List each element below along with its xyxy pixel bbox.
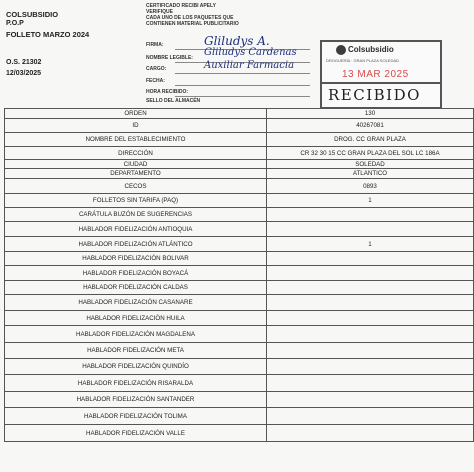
row-label: HABLADOR FIDELIZACIÓN MAGDALENA xyxy=(5,326,267,343)
row-value: SOLEDAD xyxy=(267,160,474,169)
table-row xyxy=(5,109,474,119)
fecha-line xyxy=(175,85,310,86)
row-label: HABLADOR FIDELIZACIÓN CASANARE xyxy=(5,295,267,311)
certificate-line: VERIFIQUE xyxy=(146,9,173,15)
row-value: 40267081 xyxy=(267,119,474,133)
row-value xyxy=(267,359,474,375)
row-value xyxy=(267,281,474,295)
row-value xyxy=(267,208,474,222)
row-label: HABLADOR FIDELIZACIÓN BOLIVAR xyxy=(5,252,267,266)
stamp-subtitle: DROGUERÍA · GRAN PLAZA SOLEDAD xyxy=(326,58,399,63)
company-name: COLSUBSIDIO xyxy=(6,10,59,19)
delivery-table xyxy=(4,108,474,442)
row-value: ATLANTICO xyxy=(267,169,474,179)
certificate-line: CADA UNO DE LOS PAQUETES QUE xyxy=(146,15,234,21)
row-label: HABLADOR FIDELIZACIÓN META xyxy=(5,343,267,359)
document-date: 12/03/2025 xyxy=(6,70,42,77)
row-value xyxy=(267,392,474,408)
row-label: HABLADOR FIDELIZACIÓN TOLIMA xyxy=(5,408,267,425)
table-row xyxy=(5,147,474,160)
table-row xyxy=(5,179,474,194)
row-value xyxy=(267,343,474,359)
row-label: HABLADOR FIDELIZACIÓN CALDAS xyxy=(5,281,267,295)
row-value xyxy=(267,408,474,425)
cargo-label: CARGO: xyxy=(146,66,167,72)
row-value xyxy=(267,295,474,311)
row-value: DROG. CC GRAN PLAZA xyxy=(267,133,474,147)
stamp-received-text: RECIBIDO xyxy=(328,86,421,104)
table-row xyxy=(5,281,474,295)
table-row xyxy=(5,222,474,237)
hora-label: HORA RECIBIDO: xyxy=(146,89,189,95)
nombre-label: NOMBRE LEGIBLE: xyxy=(146,55,193,61)
row-label: HABLADOR FIDELIZACIÓN BOYACÁ xyxy=(5,266,267,281)
handwritten-name: Gliludys Cardenas xyxy=(204,47,297,58)
row-label: NOMBRE DEL ESTABLECIMIENTO xyxy=(5,133,267,147)
row-label: ORDEN xyxy=(5,109,267,119)
row-value: 0893 xyxy=(267,179,474,194)
certificate-line: CONTIENEN MATERIAL PUBLICITARIO xyxy=(146,21,239,27)
row-value: 1 xyxy=(267,194,474,208)
row-label: DEPARTAMENTO xyxy=(5,169,267,179)
cargo-line xyxy=(175,73,310,74)
table-row xyxy=(5,375,474,392)
row-value xyxy=(267,425,474,442)
stamp-divider xyxy=(322,82,440,84)
firma-label: FIRMA: xyxy=(146,42,164,48)
stamp-brand: Colsubsidio xyxy=(348,45,394,54)
row-value xyxy=(267,326,474,343)
sello-label: SELLO DEL ALMACÉN xyxy=(146,98,201,104)
row-label: DIRECCIÓN xyxy=(5,147,267,160)
handwritten-cargo: Auxiliar Farmacia xyxy=(204,60,295,71)
table-row xyxy=(5,133,474,147)
table-row xyxy=(5,392,474,408)
table-row xyxy=(5,208,474,222)
table-row xyxy=(5,119,474,133)
row-value xyxy=(267,252,474,266)
table-row xyxy=(5,194,474,208)
table-row xyxy=(5,237,474,252)
certificate-text xyxy=(146,3,316,27)
row-value: 130 xyxy=(267,109,474,119)
handwritten-signature: Gliludys A. xyxy=(204,34,270,48)
row-label: CIUDAD xyxy=(5,160,267,169)
row-label: HABLADOR FIDELIZACIÓN HUILA xyxy=(5,311,267,326)
stamp-date: 13 MAR 2025 xyxy=(342,69,409,80)
table-row xyxy=(5,266,474,281)
row-value: 1 xyxy=(267,237,474,252)
row-label: HABLADOR FIDELIZACIÓN RISARALDA xyxy=(5,375,267,392)
row-value xyxy=(267,311,474,326)
table-row xyxy=(5,343,474,359)
hora-line xyxy=(175,96,310,97)
table-row xyxy=(5,169,474,179)
table-row xyxy=(5,408,474,425)
folleto-title: FOLLETO MARZO 2024 xyxy=(6,30,90,39)
table-row xyxy=(5,326,474,343)
row-label: FOLLETOS SIN TARIFA (PAQ) xyxy=(5,194,267,208)
row-label: HABLADOR FIDELIZACIÓN ATLÁNTICO xyxy=(5,237,267,252)
row-label: HABLADOR FIDELIZACIÓN QUINDÍO xyxy=(5,359,267,375)
table-row xyxy=(5,425,474,442)
order-service-number: O.S. 21302 xyxy=(6,59,42,66)
table-row xyxy=(5,311,474,326)
table-row xyxy=(5,295,474,311)
row-label: CECOS xyxy=(5,179,267,194)
pop-label: P.O.P xyxy=(6,20,24,27)
row-value: CR 32 30 15 CC GRAN PLAZA DEL SOL LC 186A xyxy=(267,147,474,160)
fecha-label: FECHA: xyxy=(146,78,165,84)
row-label: ID xyxy=(5,119,267,133)
row-label: HABLADOR FIDELIZACIÓN SANTANDER xyxy=(5,392,267,408)
row-label: HABLADOR FIDELIZACIÓN ANTIOQUIA xyxy=(5,222,267,237)
table-row xyxy=(5,252,474,266)
row-label: HABLADOR FIDELIZACIÓN VALLE xyxy=(5,425,267,442)
row-label: CARÁTULA BUZÓN DE SUGERENCIAS xyxy=(5,208,267,222)
received-stamp xyxy=(320,40,442,109)
certificate-line: CERTIFICADO RECIBI APELY xyxy=(146,3,216,9)
table-row xyxy=(5,160,474,169)
row-value xyxy=(267,222,474,237)
table-row xyxy=(5,359,474,375)
colsubsidio-logo-icon xyxy=(336,45,346,55)
row-value xyxy=(267,266,474,281)
row-value xyxy=(267,375,474,392)
